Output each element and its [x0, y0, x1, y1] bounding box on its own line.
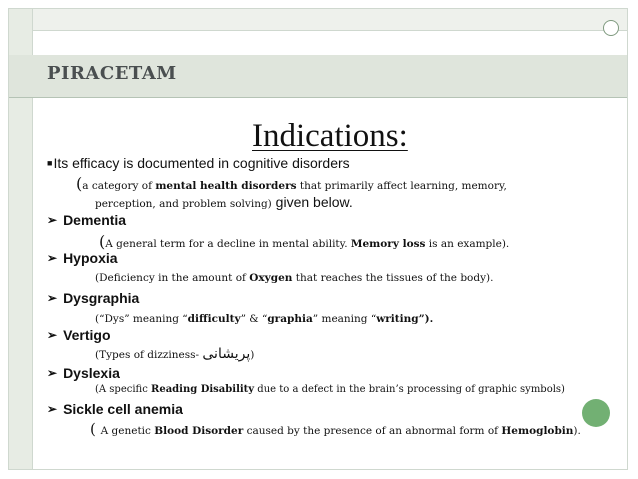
item-vertigo-desc: (Types of dizziness- پریشانی)	[95, 346, 255, 362]
title-band-divider	[9, 97, 627, 98]
item-dementia-desc: (A general term for a decline in mental ability. Memory loss is an example).	[99, 232, 510, 251]
item-hypoxia-title: ➢ Hypoxia	[47, 250, 118, 266]
slide-heading: Indications:	[252, 118, 408, 154]
intro-line: ■Its efficacy is documented in cognitive disorders	[47, 155, 350, 171]
item-dementia-title: ➢ Dementia	[47, 212, 127, 228]
item-dyslexia-desc: (A specific Reading Disability due to a defect in the brain’s processing of graphic symbols)	[95, 384, 565, 395]
arrow-bullet-icon: ➢	[47, 291, 58, 305]
top-band	[9, 9, 627, 31]
arrow-bullet-icon: ➢	[47, 328, 58, 342]
item-dysgraphia-desc: (“Dys” meaning “difficulty” & “graphia” meaning “writing”).	[95, 313, 434, 325]
intro-sub-line-2: perception, and problem solving) given below.	[95, 194, 353, 210]
arrow-bullet-icon: ➢	[47, 213, 58, 227]
arrow-bullet-icon: ➢	[47, 366, 58, 380]
arrow-bullet-icon: ➢	[47, 251, 58, 265]
arrow-bullet-icon: ➢	[47, 402, 58, 416]
item-hypoxia-desc: (Deficiency in the amount of Oxygen that reaches the tissues of the body).	[95, 272, 494, 284]
intro-sub-line-1: (a category of mental health disorders that primarily affect learning, memory,	[76, 174, 507, 193]
item-vertigo-title: ➢ Vertigo	[47, 327, 111, 343]
corner-circle-icon	[603, 20, 619, 36]
item-sickle-cell-title: ➢ Sickle cell anemia	[47, 401, 183, 417]
decorative-circle-icon	[582, 399, 610, 427]
item-dysgraphia-title: ➢ Dysgraphia	[47, 290, 140, 306]
slide-brand: PIRACETAM	[47, 63, 177, 84]
item-dyslexia-title: ➢ Dyslexia	[47, 365, 120, 381]
item-sickle-cell-desc: ( A genetic Blood Disorder caused by the presence of an abnormal form of Hemoglobin).	[90, 420, 581, 438]
square-bullet-icon: ■	[47, 158, 53, 168]
